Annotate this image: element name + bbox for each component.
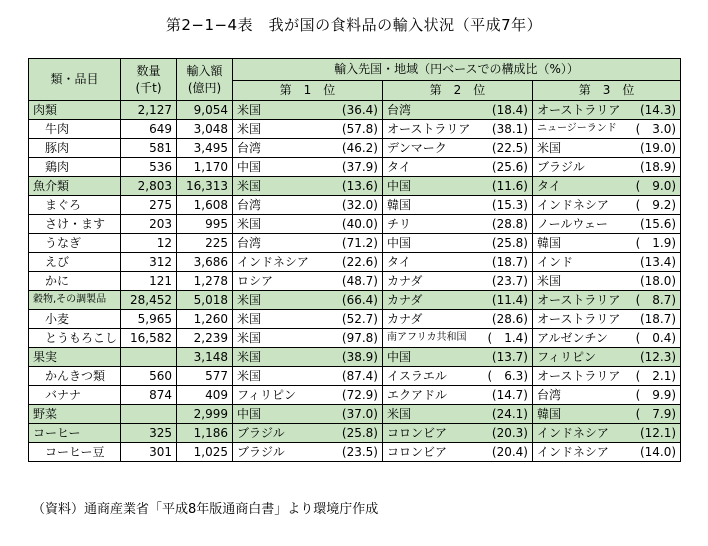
source-r1 [233, 405, 383, 424]
item-row [29, 196, 681, 215]
import-table [28, 58, 681, 462]
item-row [29, 234, 681, 253]
source-r2 [383, 310, 533, 329]
source-r3 [533, 367, 681, 386]
source-r1 [233, 310, 383, 329]
row-quantity: 16,582 [121, 329, 177, 348]
source-r3 [533, 101, 681, 120]
row-amount: 3,495 [177, 139, 233, 158]
header-sources: 輸入先国・地域（円ベースでの構成比（%）） [233, 59, 681, 81]
source-country: 台湾 [237, 236, 262, 250]
source-share: (38.9) [341, 350, 378, 364]
source-share: (11.6) [491, 179, 528, 193]
source-share: (22.5) [491, 141, 528, 155]
source-r1 [233, 139, 383, 158]
source-country: 中国 [237, 407, 262, 421]
source-r2 [383, 367, 533, 386]
source-country: カナダ [387, 293, 423, 307]
source-r1 [233, 101, 383, 120]
source-country: 台湾 [237, 198, 262, 212]
source-share: ( 9.9) [635, 388, 677, 402]
row-name: 肉類 [29, 101, 121, 120]
source-country: 米国 [387, 407, 412, 421]
row-amount: 3,048 [177, 120, 233, 139]
row-amount: 225 [177, 234, 233, 253]
import-table-container [28, 58, 680, 462]
source-share: (12.3) [639, 350, 677, 364]
source-share: (36.4) [341, 103, 378, 117]
row-quantity: 874 [121, 386, 177, 405]
source-r3 [533, 310, 681, 329]
source-r2 [383, 348, 533, 367]
row-quantity: 325 [121, 424, 177, 443]
source-r2 [383, 272, 533, 291]
item-row [29, 443, 681, 462]
row-amount: 1,186 [177, 424, 233, 443]
source-r3 [533, 291, 681, 310]
row-quantity: 560 [121, 367, 177, 386]
source-r3 [533, 386, 681, 405]
row-name: とうもろこし [29, 329, 121, 348]
source-country: オーストラリア [537, 103, 621, 117]
source-r2 [383, 443, 533, 462]
row-amount: 995 [177, 215, 233, 234]
row-name: うなぎ [29, 234, 121, 253]
source-r2 [383, 196, 533, 215]
row-quantity [121, 348, 177, 367]
source-r1 [233, 234, 383, 253]
source-share: (14.0) [639, 445, 677, 459]
row-amount: 2,999 [177, 405, 233, 424]
source-share: (37.0) [341, 407, 378, 421]
source-country: フィリピン [237, 388, 297, 402]
source-country: 韓国 [387, 198, 412, 212]
row-quantity: 649 [121, 120, 177, 139]
source-country: 韓国 [537, 236, 562, 250]
source-country: インド [537, 255, 574, 269]
source-share: (22.6) [341, 255, 378, 269]
page-title: 第2−1−4表 我が国の食料品の輸入状況（平成7年） [165, 16, 543, 34]
source-share: (18.7) [639, 312, 677, 326]
source-share: (19.0) [639, 141, 677, 155]
source-share: (28.6) [491, 312, 528, 326]
source-r2 [383, 215, 533, 234]
source-r3 [533, 215, 681, 234]
source-share: (48.7) [341, 274, 378, 288]
source-country: 米国 [237, 350, 262, 364]
source-r2 [383, 177, 533, 196]
source-r1 [233, 443, 383, 462]
source-country: 米国 [237, 217, 262, 231]
source-share: (71.2) [341, 236, 378, 250]
header-rank2: 第 2 位 [383, 81, 533, 101]
row-name: 鶏肉 [29, 158, 121, 177]
row-name: バナナ [29, 386, 121, 405]
source-country: フィリピン [537, 350, 597, 364]
source-share: (11.4) [491, 293, 528, 307]
source-share: ( 2.1) [635, 369, 677, 383]
source-country: ブラジル [537, 160, 585, 174]
source-country: デンマーク [387, 141, 447, 155]
source-country: 米国 [537, 274, 562, 288]
source-share: (28.8) [491, 217, 528, 231]
source-share: (23.7) [491, 274, 528, 288]
source-country: ブラジル [237, 426, 285, 440]
source-country: インドネシア [537, 445, 609, 459]
row-name: 野菜 [29, 405, 121, 424]
source-share: ( 7.9) [635, 407, 677, 421]
source-share: (52.7) [341, 312, 378, 326]
source-country: オーストラリア [537, 293, 621, 307]
row-quantity: 203 [121, 215, 177, 234]
item-row [29, 386, 681, 405]
source-r1 [233, 253, 383, 272]
category-row [29, 291, 681, 310]
row-amount: 3,148 [177, 348, 233, 367]
source-share: ( 8.7) [635, 293, 677, 307]
category-row [29, 177, 681, 196]
source-country: アルゼンチン [537, 331, 608, 345]
source-r3 [533, 120, 681, 139]
source-r3 [533, 329, 681, 348]
source-country: 中国 [387, 236, 412, 250]
source-country: インドネシア [537, 198, 609, 212]
source-r2 [383, 405, 533, 424]
header-rank1: 第 1 位 [233, 81, 383, 101]
source-share: (13.7) [491, 350, 528, 364]
source-share: ( 3.0) [635, 122, 677, 136]
source-r1 [233, 177, 383, 196]
source-share: (15.3) [491, 198, 528, 212]
source-share: (13.6) [341, 179, 378, 193]
row-quantity: 121 [121, 272, 177, 291]
source-share: (66.4) [341, 293, 378, 307]
row-name: 小麦 [29, 310, 121, 329]
source-country: 米国 [237, 293, 262, 307]
source-note: （資料）通商産業省「平成8年版通商白書」より環境庁作成 [32, 502, 379, 517]
row-quantity: 275 [121, 196, 177, 215]
source-r1 [233, 367, 383, 386]
row-amount: 1,278 [177, 272, 233, 291]
row-amount: 577 [177, 367, 233, 386]
source-share: (25.6) [491, 160, 528, 174]
source-country: 米国 [237, 312, 262, 326]
category-row [29, 348, 681, 367]
source-r2 [383, 291, 533, 310]
source-country: 米国 [237, 122, 262, 136]
source-country: カナダ [387, 274, 423, 288]
source-country: 米国 [237, 103, 262, 117]
source-r1 [233, 272, 383, 291]
source-country: 中国 [387, 350, 412, 364]
table-body [29, 101, 681, 462]
source-r2 [383, 386, 533, 405]
source-r2 [383, 158, 533, 177]
item-row [29, 120, 681, 139]
source-r3 [533, 443, 681, 462]
source-share: (18.9) [639, 160, 677, 174]
row-quantity: 2,127 [121, 101, 177, 120]
source-r1 [233, 329, 383, 348]
category-row [29, 424, 681, 443]
row-name: 果実 [29, 348, 121, 367]
source-country: 韓国 [537, 407, 562, 421]
source-share: (38.1) [491, 122, 528, 136]
source-country: タイ [387, 255, 411, 269]
row-name: 魚介類 [29, 177, 121, 196]
row-name: 牛肉 [29, 120, 121, 139]
source-share: ( 0.4) [635, 331, 677, 345]
source-country: 米国 [237, 369, 262, 383]
source-r3 [533, 234, 681, 253]
source-share: (15.6) [639, 217, 677, 231]
source-share: (40.0) [341, 217, 378, 231]
row-quantity: 312 [121, 253, 177, 272]
category-row [29, 101, 681, 120]
source-share: (46.2) [341, 141, 378, 155]
row-amount: 2,239 [177, 329, 233, 348]
source-country: コロンビア [387, 426, 448, 440]
row-quantity: 12 [121, 234, 177, 253]
row-name: まぐろ [29, 196, 121, 215]
source-r3 [533, 196, 681, 215]
row-name: コーヒー [29, 424, 121, 443]
row-quantity: 536 [121, 158, 177, 177]
source-country: 米国 [537, 141, 562, 155]
source-share: (25.8) [491, 236, 528, 250]
header-rank3: 第 3 位 [533, 81, 681, 101]
source-country: 台湾 [237, 141, 262, 155]
row-quantity: 5,965 [121, 310, 177, 329]
source-country: インドネシア [237, 255, 309, 269]
source-r1 [233, 424, 383, 443]
source-share: (24.1) [491, 407, 528, 421]
row-amount: 1,025 [177, 443, 233, 462]
source-r1 [233, 291, 383, 310]
source-country: ノールウェー [537, 217, 608, 231]
row-amount: 1,170 [177, 158, 233, 177]
row-amount: 5,018 [177, 291, 233, 310]
source-country: インドネシア [537, 426, 609, 440]
item-row [29, 310, 681, 329]
source-country: ブラジル [237, 445, 285, 459]
row-amount: 409 [177, 386, 233, 405]
source-r2 [383, 234, 533, 253]
source-r2 [383, 253, 533, 272]
source-country: カナダ [387, 312, 423, 326]
source-r3 [533, 139, 681, 158]
source-country: コロンビア [387, 445, 448, 459]
source-share: (20.4) [491, 445, 528, 459]
source-share: (18.7) [491, 255, 528, 269]
source-share: (32.0) [341, 198, 378, 212]
source-country: チリ [387, 217, 412, 231]
source-share: (37.9) [341, 160, 378, 174]
row-amount: 3,686 [177, 253, 233, 272]
source-share: ( 9.0) [635, 179, 677, 193]
source-share: (14.7) [491, 388, 528, 402]
source-r2 [383, 139, 533, 158]
source-country: オーストラリア [537, 369, 621, 383]
item-row [29, 272, 681, 291]
item-row [29, 215, 681, 234]
source-r1 [233, 215, 383, 234]
row-quantity: 2,803 [121, 177, 177, 196]
source-r3 [533, 272, 681, 291]
source-country: 中国 [387, 179, 412, 193]
source-share: ( 1.9) [635, 236, 677, 250]
row-name: コーヒー豆 [29, 443, 121, 462]
item-row [29, 139, 681, 158]
row-amount: 1,260 [177, 310, 233, 329]
row-name: さけ・ます [29, 215, 121, 234]
row-name: えび [29, 253, 121, 272]
item-row [29, 329, 681, 348]
row-name: 豚肉 [29, 139, 121, 158]
row-amount: 16,313 [177, 177, 233, 196]
source-r2 [383, 424, 533, 443]
source-share: (20.3) [491, 426, 528, 440]
source-r1 [233, 196, 383, 215]
source-r1 [233, 348, 383, 367]
source-r1 [233, 386, 383, 405]
item-row [29, 253, 681, 272]
source-r3 [533, 405, 681, 424]
row-name: かに [29, 272, 121, 291]
source-share: ( 1.4) [487, 331, 528, 345]
source-r2 [383, 101, 533, 120]
source-r1 [233, 120, 383, 139]
row-amount: 9,054 [177, 101, 233, 120]
source-share: (18.4) [491, 103, 528, 117]
source-country: 南アフリカ共和国 [387, 332, 467, 343]
source-share: ( 6.3) [487, 369, 528, 383]
source-r3 [533, 424, 681, 443]
source-country: ロシア [237, 274, 274, 288]
source-share: (72.9) [341, 388, 378, 402]
source-country: 台湾 [387, 103, 412, 117]
source-country: エクアドル [387, 388, 448, 402]
source-share: (18.0) [639, 274, 677, 288]
item-row [29, 158, 681, 177]
source-country: タイ [537, 179, 561, 193]
source-country: オーストラリア [387, 122, 471, 136]
source-country: 米国 [237, 331, 262, 345]
source-country: タイ [387, 160, 411, 174]
source-share: (97.8) [341, 331, 378, 345]
row-quantity: 301 [121, 443, 177, 462]
source-country: 中国 [237, 160, 262, 174]
category-row [29, 405, 681, 424]
source-r3 [533, 158, 681, 177]
source-country: オーストラリア [537, 312, 621, 326]
source-share: (25.8) [341, 426, 378, 440]
source-r3 [533, 177, 681, 196]
row-name: 穀物,その調製品 [29, 291, 121, 310]
source-r2 [383, 120, 533, 139]
source-r1 [233, 158, 383, 177]
header-quantity: 数量 (千t) [121, 59, 177, 101]
source-share: (12.1) [639, 426, 677, 440]
source-share: (57.8) [341, 122, 378, 136]
row-name: かんきつ類 [29, 367, 121, 386]
source-share: (14.3) [639, 103, 677, 117]
source-share: (87.4) [341, 369, 378, 383]
source-r2 [383, 329, 533, 348]
source-country: ニュージーランド [537, 123, 617, 134]
source-country: 米国 [237, 179, 262, 193]
source-country: 台湾 [537, 388, 562, 402]
item-row [29, 367, 681, 386]
source-share: (13.4) [639, 255, 677, 269]
source-share: ( 9.2) [635, 198, 677, 212]
row-amount: 1,608 [177, 196, 233, 215]
row-quantity: 581 [121, 139, 177, 158]
row-quantity [121, 405, 177, 424]
source-r3 [533, 253, 681, 272]
source-share: (23.5) [341, 445, 378, 459]
source-country: イスラエル [387, 369, 447, 383]
header-amount: 輸入額 (億円) [177, 59, 233, 101]
source-r3 [533, 348, 681, 367]
header-category: 類・品目 [29, 59, 121, 101]
row-quantity: 28,452 [121, 291, 177, 310]
